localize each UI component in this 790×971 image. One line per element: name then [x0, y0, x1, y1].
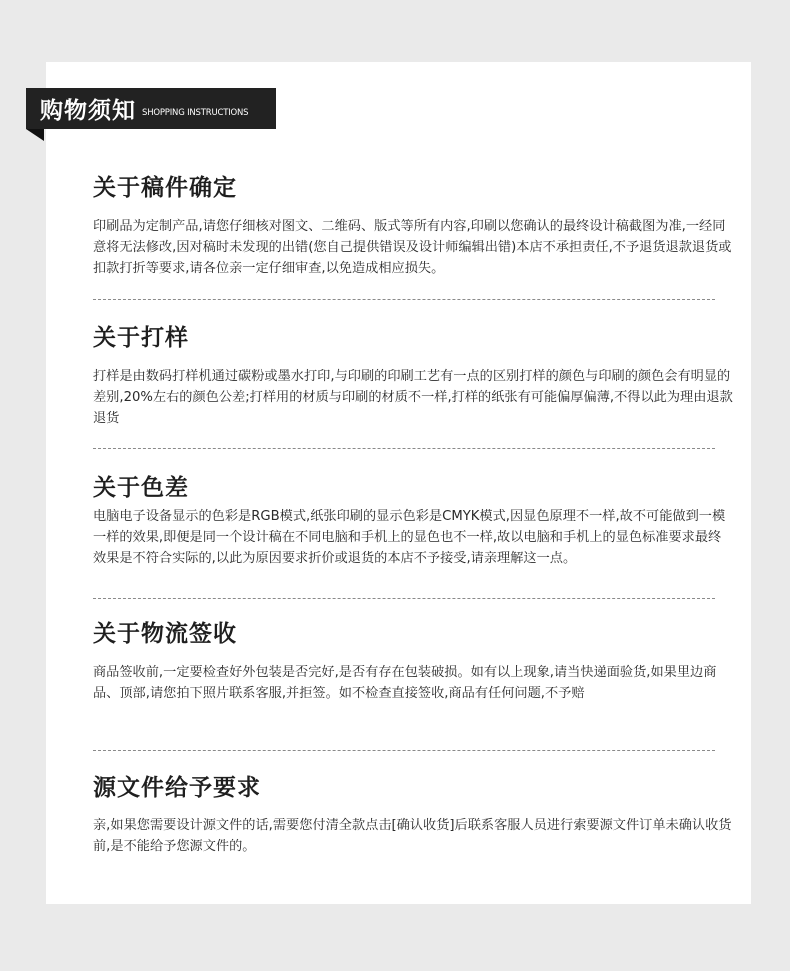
section-logistics-signing — [93, 619, 733, 704]
section-divider — [93, 299, 715, 300]
section-title: 关于稿件确定 — [93, 175, 237, 201]
header-subtitle: SHOPPING INSTRUCTIONS — [142, 108, 249, 118]
section-color-difference — [93, 473, 733, 569]
section-title: 关于物流签收 — [93, 621, 237, 647]
section-body: 电脑电子设备显示的色彩是RGB模式,纸张印刷的显示色彩是CMYK模式,因显色原理不一样,故不可能做到一模一样的效果,即便是同一个设计稿在不同电脑和手机上的显色也不一样,故以电脑和手机上的显色标准要求最终效果是不符合实际的,以此为原因要求折价或退货的本店不予接受,请亲理解这一点。 — [93, 509, 726, 566]
section-body: 印刷品为定制产品,请您仔细核对图文、二维码、版式等所有内容,印刷以您确认的最终设计稿截图为准,一经同意将无法修改,因对稿时未发现的出错(您自己提供错误及设计师编辑出错)本店不承担责任,不予退货退款退货或扣款打折等要求,请各位亲一定仔细审查,以免造成相应损失。 — [93, 219, 732, 276]
section-divider — [93, 448, 715, 449]
header-banner — [26, 88, 276, 129]
section-source-files — [93, 773, 733, 857]
section-title: 关于色差 — [93, 475, 189, 501]
section-body: 打样是由数码打样机通过碳粉或墨水打印,与印刷的印刷工艺有一点的区别打样的颜色与印刷的颜色会有明显的差别,20%左右的颜色公差;打样用的材质与印刷的材质不一样,打样的纸张有可能偏厚偏薄,不得以此为理由退款退货 — [93, 369, 733, 426]
section-draft-confirmation — [93, 173, 733, 279]
section-body: 商品签收前,一定要检查好外包装是否完好,是否有存在包装破损。如有以上现象,请当快递面验货,如果里边商品、顶部,请您拍下照片联系客服,并拒签。如不检查直接签收,商品有任何问题,不予赔 — [93, 665, 717, 701]
section-divider — [93, 598, 715, 599]
section-body: 亲,如果您需要设计源文件的话,需要您付清全款点击[确认收货]后联系客服人员进行索要源文件订单未确认收货前,是不能给予您源文件的。 — [93, 818, 732, 854]
section-divider — [93, 750, 715, 751]
section-proofing — [93, 323, 733, 429]
section-title: 源文件给予要求 — [93, 775, 261, 801]
header-title: 购物须知 — [40, 98, 136, 124]
banner-fold — [26, 129, 44, 141]
section-title: 关于打样 — [93, 325, 189, 351]
